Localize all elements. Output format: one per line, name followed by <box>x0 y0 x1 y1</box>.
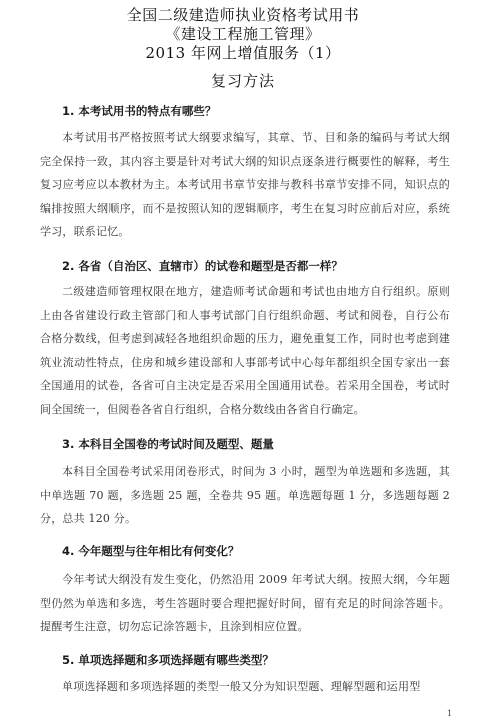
answer-5: 单项选择题和多项选择题的类型一般又分为知识型题、理解型题和运用型 <box>62 680 421 693</box>
question-1: 1. 本考试用书的特点有哪些？ <box>62 104 217 118</box>
page-number: 1 <box>446 709 452 718</box>
answer-1: 本考试用书严格按照考试大纲要求编写，其章、节、目和条的编码与考试大纲完全保持一致，其内容主要是针对考试大纲的知识点逐条进行概要性的解释，考生复习应考应以本教材为主。本考试用书章节安排与教科书章节安排不同，知识点的编排按照大纲顺序，而不是按照认知的逻辑顺序，考生在复习时应前后对应，系统学习，联系记忆。 <box>40 131 450 238</box>
subtitle: 复习方法 <box>210 72 275 90</box>
document-header <box>0 0 486 91</box>
answer-2: 二级建造师管理权限在地方，建造师考试命题和考试也由地方自行组织。原则上由各省建设行政主管部门和人事考试部门自行组织命题、考试和阅卷，自行公布合格分数线，但考虑到减轻各地组织命题的压力，避免重复工作，同时也考虑到建筑业流动性特点，住房和城乡建设部和人事部考试中心每年都组织全国专家出一套全国通用的试卷，各省可自主决定是否采用全国通用试卷。若采用全国卷，考试时间全国统一，但阅卷各省自行组织，合格分数线由各省自行确定。 <box>40 285 450 416</box>
title-line-2: 《建设工程施工管理》 <box>165 25 321 43</box>
question-2: 2. 各省（自治区、直辖市）的试卷和题型是否都一样？ <box>62 259 343 273</box>
title-line-1: 全国二级建造师执业资格考试用书 <box>126 6 360 24</box>
title-line-3: 2013 年网上增值服务（1） <box>145 44 341 62</box>
answer-3: 本科目全国卷考试采用闭卷形式，时间为 3 小时，题型为单选题和多选题，其中单选题 70 题，多选题 25 题，全卷共 95 题。单选题每题 1 分，多选题每题 2 分，总共 120 分。 <box>40 465 450 525</box>
answer-4: 今年考试大纲没有发生变化，仍然沿用 2009 年考试大纲。按照大纲，今年题型仍然为单选和多选，考生答题时要合理把握好时间，留有充足的时间涂答题卡。提醒考生注意，切勿忘记涂答题卡，且涂到相应位置。 <box>40 573 450 633</box>
question-4: 4. 今年题型与往年相比有何变化？ <box>62 544 240 558</box>
question-5: 5. 单项选择题和多项选择题有哪些类型？ <box>62 653 274 667</box>
question-3: 3. 本科目全国卷的考试时间及题型、题量 <box>62 437 274 451</box>
